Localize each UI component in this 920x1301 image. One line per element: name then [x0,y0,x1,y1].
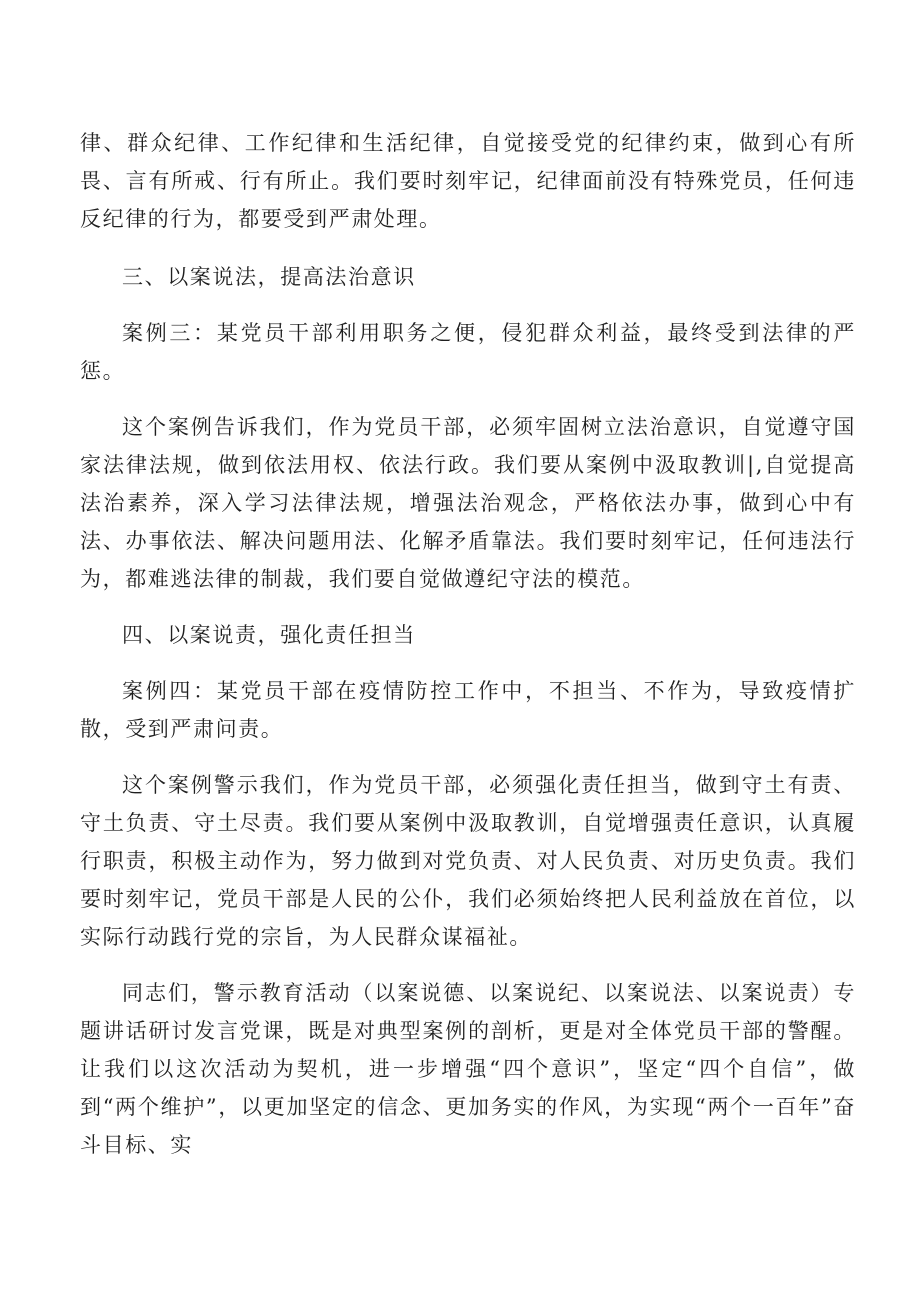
section-heading-responsibility: 四、以案说责，强化责任担当 [122,623,416,647]
section-heading-law: 三、以案说法，提高法治意识 [122,265,416,289]
case-three-lesson-paragraph: 这个案例告诉我们，作为党员干部，必须牢固树立法治意识，自觉遵守国家法律法规，做到依法用权、依法行政。我们要从案例中汲取教训|,自觉提高法治素养，深入学习法律法规，增强法治观念，严格依法办事，做到心中有法、办事依法、解决问题用法、化解矛盾靠法。我们要时刻牢记，任何违法行为，都难逃法律的制裁，我们要自觉做遵纪守法的模范。 [80,415,856,591]
case-four-lesson-paragraph: 这个案例警示我们，作为党员干部，必须强化责任担当，做到守土有责、守土负责、守土尽责。我们要从案例中汲取教训，自觉增强责任意识，认真履行职责，积极主动作为，努力做到对党负责、对人民负责、对历史负责。我们要时刻牢记，党员干部是人民的公仆，我们必须始终把人民利益放在首位，以实际行动践行党的宗旨，为人民群众谋福祉。 [80,773,856,949]
case-three-paragraph: 案例三：某党员干部利用职务之便，侵犯群众利益，最终受到法律的严惩。 [80,321,856,383]
closing-paragraph: 同志们，警示教育活动（以案说德、以案说纪、以案说法、以案说责）专题讲话研讨发言党课，既是对典型案例的剖析，更是对全体党员干部的警醒。让我们以这次活动为契机，进一步增强“四个意识”，坚定“四个自信”，做到“两个维护”，以更加坚定的信念、更加务实的作风，为实现“两个一百年”奋斗目标、实 [80,981,856,1157]
document-body [80,124,856,1164]
paragraph-discipline-continuation: 律、群众纪律、工作纪律和生活纪律，自觉接受党的纪律约束，做到心有所畏、言有所戒、行有所止。我们要时刻牢记，纪律面前没有特殊党员，任何违反纪律的行为，都要受到严肃处理。 [80,131,856,231]
case-four-paragraph: 案例四：某党员干部在疫情防控工作中，不担当、不作为，导致疫情扩散，受到严肃问责。 [80,679,856,741]
